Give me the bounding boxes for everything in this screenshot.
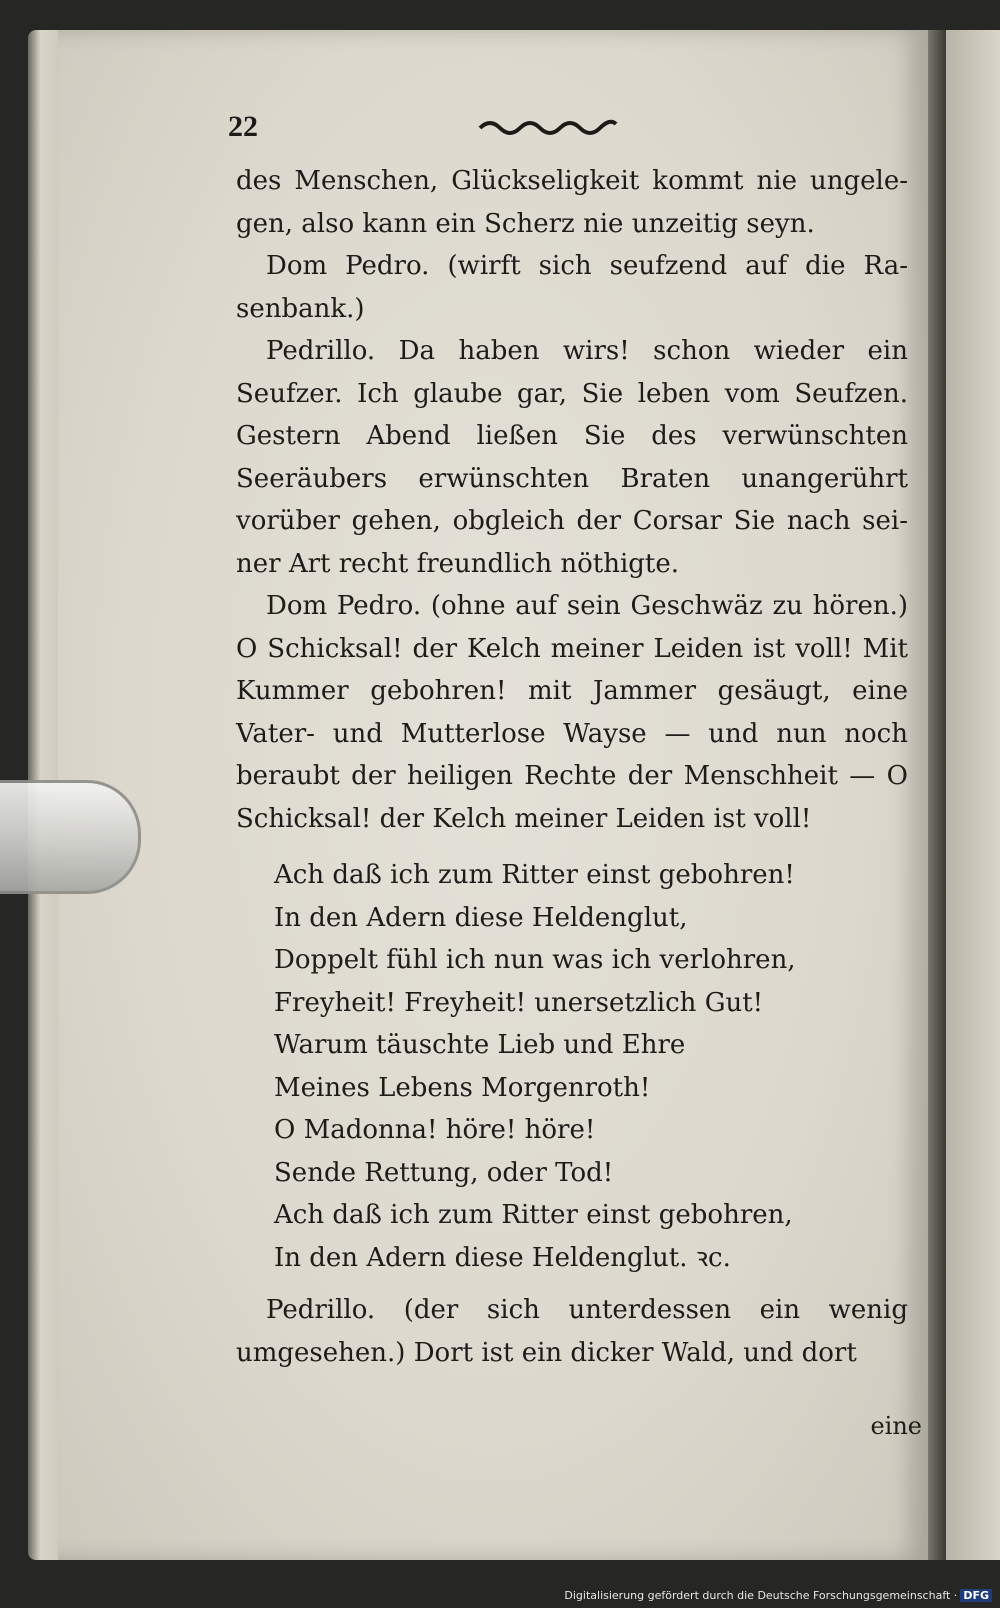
wave-ornament-icon [478, 116, 618, 140]
facing-page-edge [946, 30, 1000, 1560]
credit-text: Digitalisierung gefördert durch die Deutsche Forschungsgemeinschaft · [564, 1589, 958, 1602]
verse-line: Sende Rettung, oder Tod! [274, 1157, 614, 1188]
verse-line: Ach daß ich zum Ritter einst gebohren! [274, 860, 795, 890]
closing-paragraph: Pedrillo. (der sich unterdessen ein wenig umgesehen.) Dort ist ein dicker Wald, und dort [236, 1295, 908, 1368]
verse-line: Warum täuschte Lieb und Ehre [274, 1030, 686, 1060]
verse-line: O Madonna! höre! höre! [274, 1115, 596, 1145]
dfg-logo: DFG [960, 1589, 992, 1602]
verse-line: Ach daß ich zum Ritter einst gebohren, [274, 1200, 793, 1230]
verse-line: Freyheit! Freyheit! unersetzlich Gut! [274, 987, 764, 1018]
paragraph-4: Dom Pedro. (ohne auf sein Geschwäz zu hören.) O Schicksal! der Kelch meiner Leiden ist voll! Mit Kummer gebohren! mit Jammer gesäugt, eine Vater- und Mutterlose Wayse — und nun noch beraubt der heiligen Rechte der Menschheit — O Schicksal! der Kelch meiner Leiden ist voll! [236, 591, 908, 834]
verse-line: Doppelt fühl ich nun was ich verlohren, [274, 945, 796, 975]
verse-line: In den Adern diese Heldenglut. ꝛc. [274, 1242, 731, 1273]
paragraph-1: des Menschen, Glückseligkeit kommt nie ungelegen, also kann ein Scherz nie unzeitig seyn. [236, 166, 908, 239]
paragraph-2: Dom Pedro. (wirft sich seufzend auf die Rasenbank.) [236, 251, 908, 324]
book-gutter [928, 30, 946, 1560]
page-number: 22 [228, 110, 258, 143]
catchword: eine [870, 1412, 922, 1440]
digitization-credit [564, 1589, 992, 1602]
page-body [236, 160, 908, 1374]
verse-line: Meines Lebens Morgenroth! [274, 1072, 651, 1103]
verse-block [274, 854, 908, 1279]
verse-line: In den Adern diese Heldenglut, [274, 902, 688, 933]
page-holder-clip [0, 780, 141, 894]
page-header [228, 110, 908, 154]
paragraph-3: Pedrillo. Da haben wirs! schon wieder ein Seufzer. Ich glaube gar, Sie leben vom Seufzen. Gestern Abend ließen Sie des verwünschten Seeräubers erwünschten Braten unangerührt vorüber gehen, obgleich der Corsar Sie nach seiner Art recht freundlich nöthigte. [236, 336, 908, 579]
